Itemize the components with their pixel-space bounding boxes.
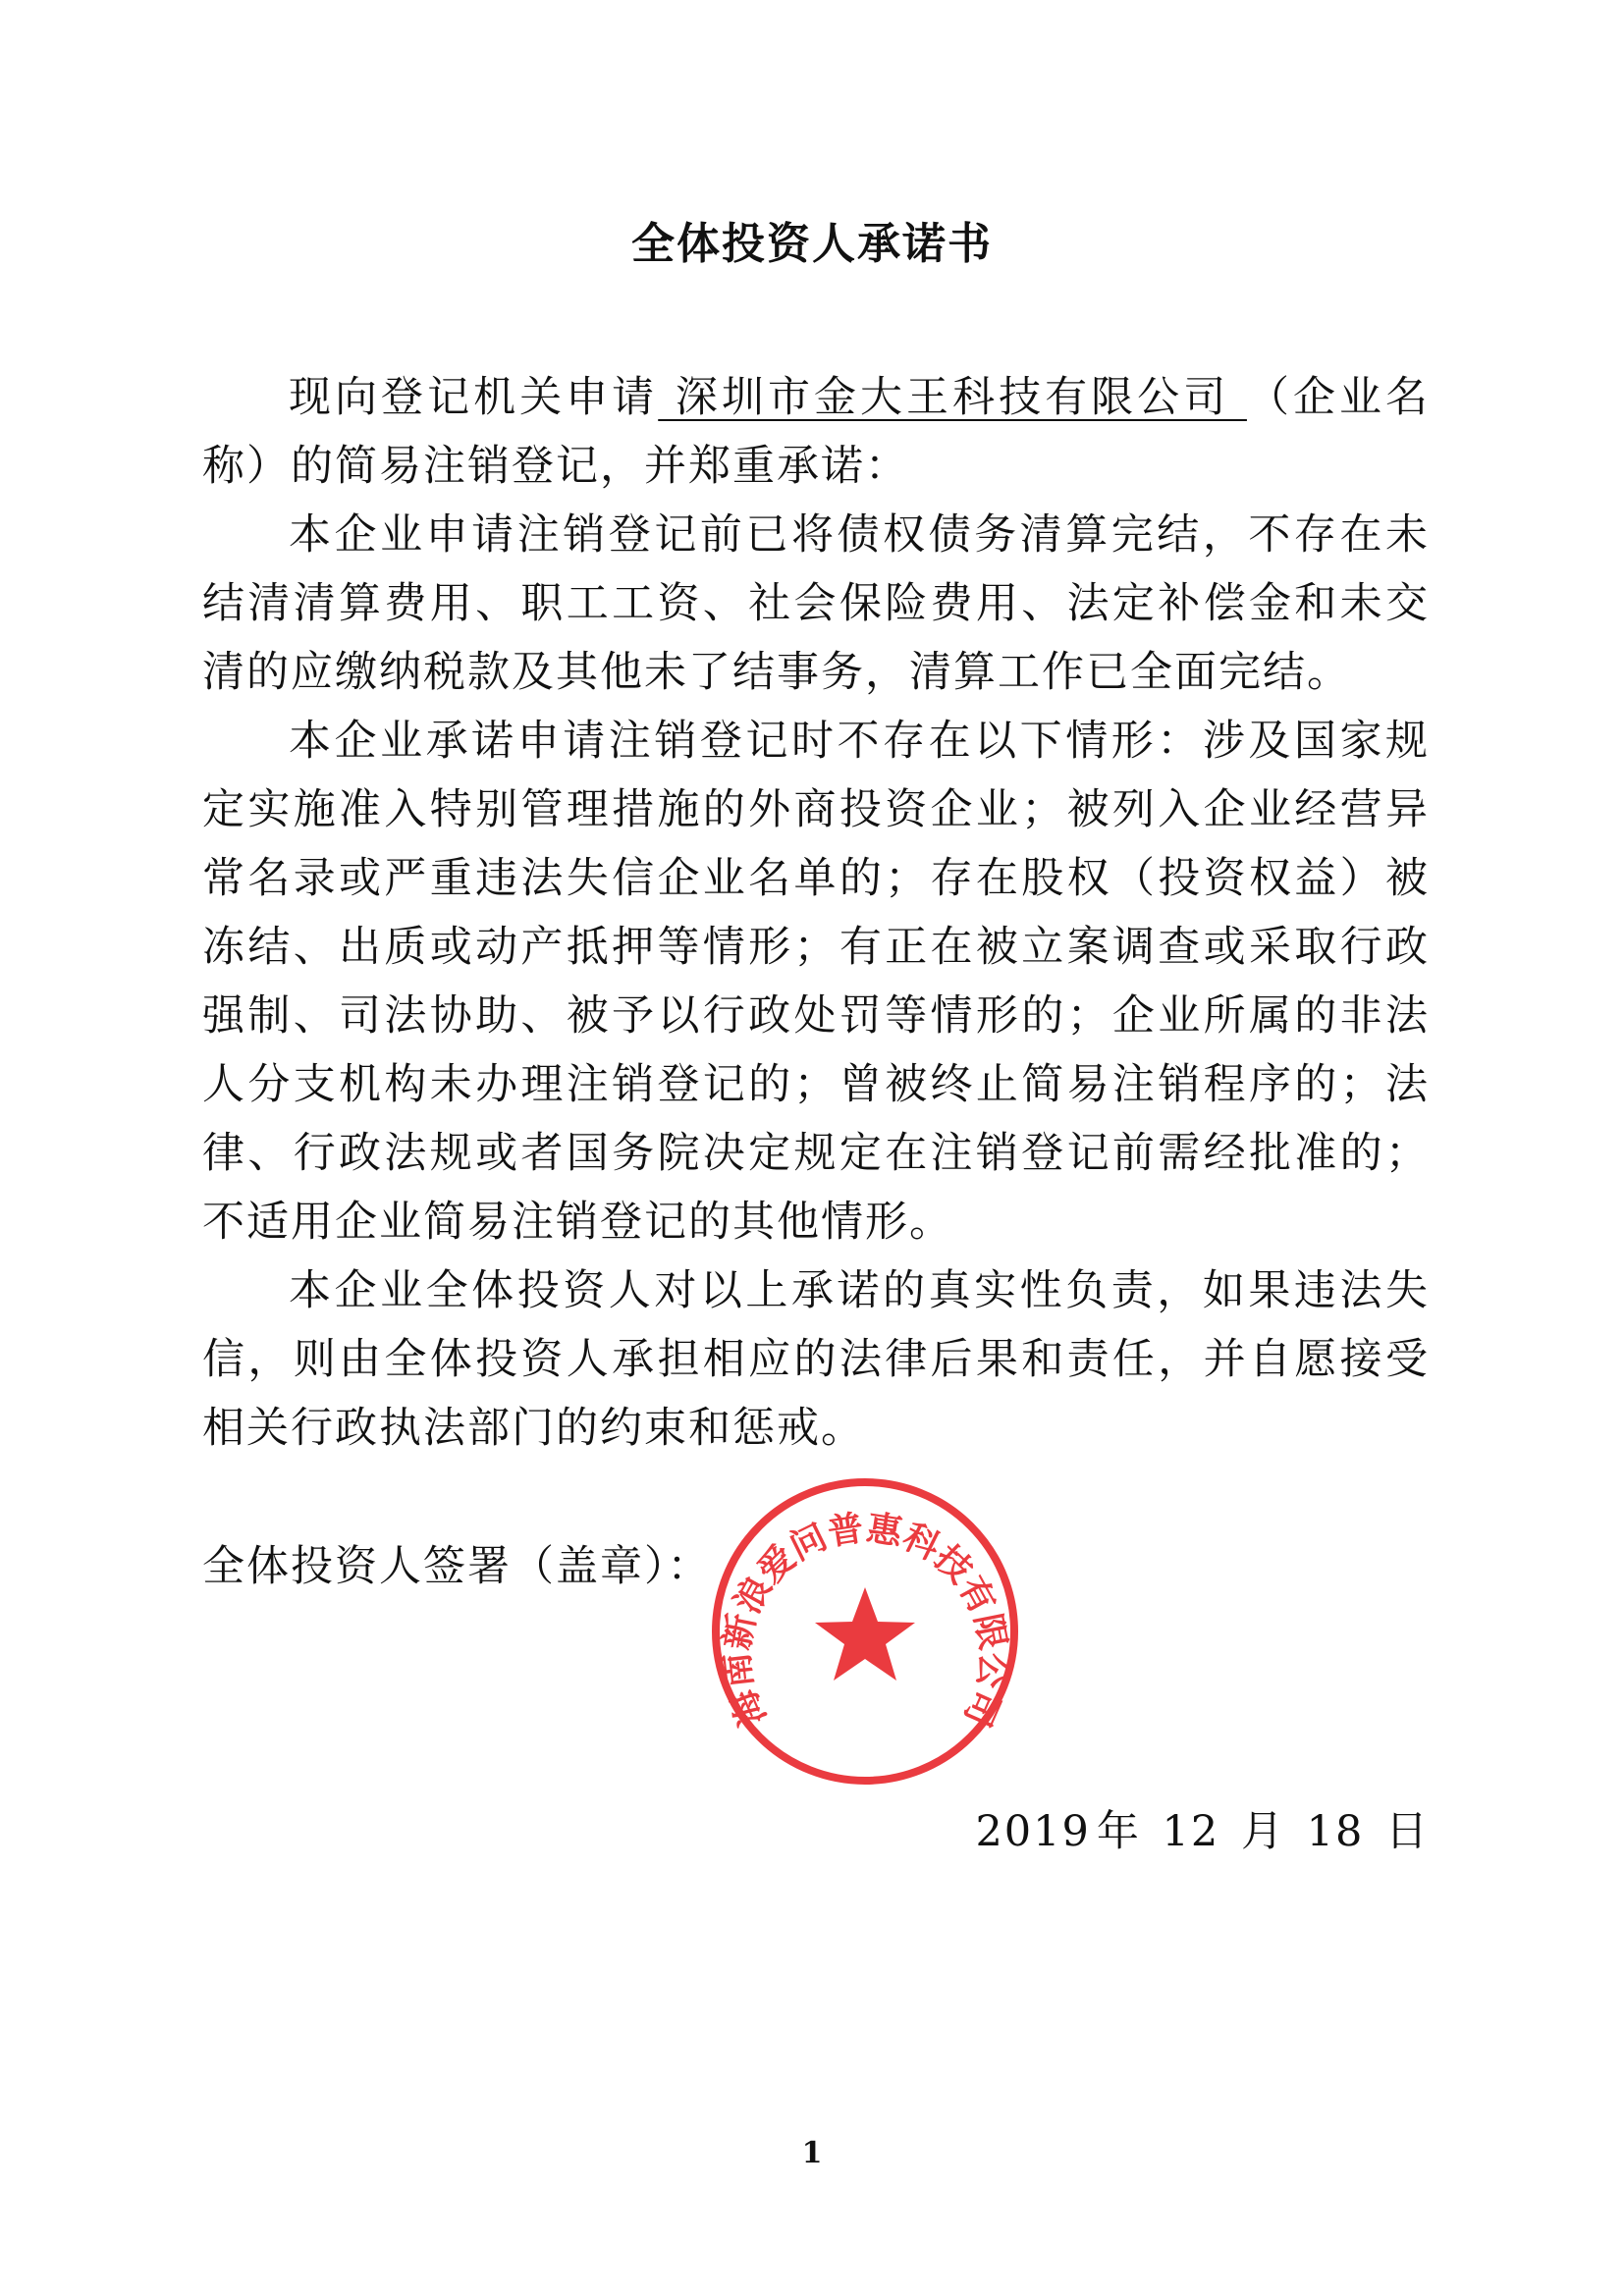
page-title: 全体投资人承诺书 [631, 219, 993, 269]
paragraph-exclusions: 本企业承诺申请注销登记时不存在以下情形：涉及国家规定实施准入特别管理措施的外商投资企业；被列入企业经营异常名录或严重违法失信企业名单的；存在股权（投资权益）被冻结、出质或动产抵押等情形；有正在被立案调查或采取行政强制、司法协助、被予以行政处罚等情形的；企业所属的非法人分支机构未办理注销登记的；曾被终止简易注销程序的；法律、行政法规或者国务院决定规定在注销登记前需经批准的；不适用企业简易注销登记的其他情形。 [202, 717, 1430, 1247]
signature-label: 全体投资人签署（盖章）： [202, 1542, 712, 1591]
paragraph-responsibility: 本企业全体投资人对以上承诺的真实性负责，如果违法失信，则由全体投资人承担相应的法律后果和责任，并自愿接受相关行政执法部门的约束和惩戒。 [202, 1266, 1430, 1453]
company-seal [709, 1475, 1021, 1788]
date-month-unit: 月 [1240, 1807, 1285, 1856]
date-day: 18 [1306, 1807, 1365, 1856]
date-year: 2019 [975, 1807, 1091, 1856]
date-day-unit: 日 [1385, 1807, 1430, 1856]
seal-text: 海南新浪爱问普惠科技有限公司 [716, 1508, 1014, 1733]
date-year-unit: 年 [1096, 1807, 1141, 1856]
commitment-body [202, 363, 1430, 1463]
application-suffix: （企业名称）的简易注销登记，并郑重承诺： [202, 373, 1431, 491]
page-number: 1 [801, 2136, 823, 2170]
company-name-field: 深圳市金大王科技有限公司 [658, 373, 1247, 422]
seal-star-icon [815, 1587, 915, 1681]
date-month: 12 [1162, 1807, 1220, 1856]
application-prefix: 现向登记机关申请 [289, 373, 659, 422]
paragraph-application [202, 363, 1430, 501]
signing-date [969, 1798, 1430, 1858]
paragraph-liquidation: 本企业申请注销登记前已将债权债务清算完结，不存在未结清清算费用、职工工资、社会保险费用、法定补偿金和未交清的应缴纳税款及其他未了结事务，清算工作已全面完结。 [202, 510, 1430, 697]
